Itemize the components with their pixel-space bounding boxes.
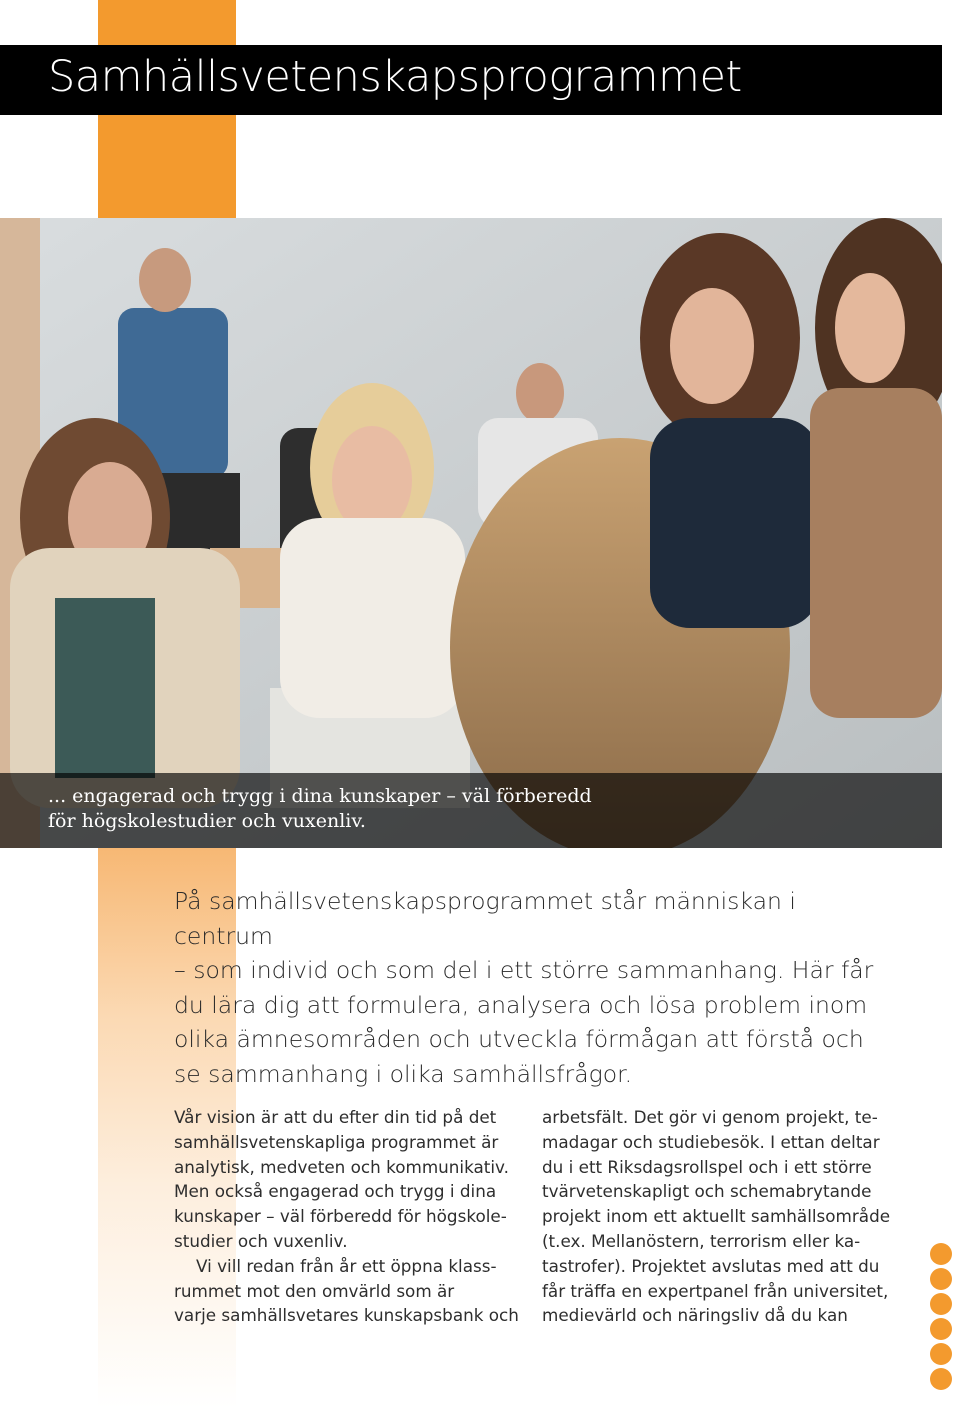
- body-line: Vi vill redan från år ett öppna klass-: [196, 1255, 497, 1276]
- body-line: får träffa en expertpanel från universitet,: [542, 1280, 889, 1301]
- body-line: Men också engagerad och trygg i dina: [174, 1181, 497, 1202]
- dot-icon: [930, 1368, 952, 1390]
- dot-icon: [930, 1343, 952, 1365]
- body-line: medievärld och näringsliv då du kan: [542, 1305, 848, 1326]
- dot-icon: [930, 1293, 952, 1315]
- body-line: projekt inom ett aktuellt samhällsområde: [542, 1206, 891, 1227]
- dot-icon: [930, 1318, 952, 1340]
- body-line: analytisk, medveten och kommunikativ.: [174, 1156, 510, 1177]
- classroom-photo: [0, 218, 942, 848]
- body-line: arbetsfält. Det gör vi genom projekt, te-: [542, 1107, 878, 1127]
- body-line: du i ett Riksdagsrollspel och i ett större: [542, 1156, 872, 1177]
- body-line: madagar och studiebesök. I ettan deltar: [542, 1131, 880, 1152]
- lead-paragraph: [174, 884, 894, 1091]
- photo-caption: [48, 784, 592, 834]
- caption-line: ... engagerad och trygg i dina kunskaper – väl förberedd: [48, 785, 592, 807]
- page-title: Samhällsvetenskapsprogrammet: [48, 52, 742, 102]
- body-line: Vår vision är att du efter din tid på det: [174, 1107, 497, 1127]
- body-line: tastrofer). Projektet avslutas med att du: [542, 1255, 880, 1276]
- body-line: rummet mot den omvärld som är: [174, 1280, 455, 1301]
- lead-line: du lära dig att formulera, analysera och lösa problem inom: [174, 990, 868, 1019]
- lead-line: olika ämnesområden och utveckla förmågan att förstå och: [174, 1025, 864, 1053]
- lead-line: se sammanhang i olika samhällsfrågor.: [174, 1059, 633, 1088]
- dot-icon: [930, 1268, 952, 1290]
- body-line: studier och vuxenliv.: [174, 1230, 348, 1251]
- lead-line: På samhällsvetenskapsprogrammet står människan i centrum: [174, 887, 796, 950]
- body-line: kunskaper – väl förberedd för högskole-: [174, 1206, 507, 1227]
- caption-line: för högskolestudier och vuxenliv.: [48, 810, 366, 832]
- body-line: tvärvetenskapligt och schemabrytande: [542, 1181, 872, 1202]
- body-line: (t.ex. Mellanöstern, terrorism eller ka-: [542, 1230, 861, 1251]
- lead-line: – som individ och som del i ett större sammanhang. Här får: [174, 956, 874, 984]
- decorative-dots: [930, 1243, 952, 1393]
- dot-icon: [930, 1243, 952, 1265]
- body-line: varje samhällsvetares kunskapsbank och: [174, 1305, 519, 1326]
- body-column-right: [542, 1105, 891, 1328]
- body-column-left: [174, 1105, 519, 1328]
- body-line: samhällsvetenskapliga programmet är: [174, 1131, 499, 1152]
